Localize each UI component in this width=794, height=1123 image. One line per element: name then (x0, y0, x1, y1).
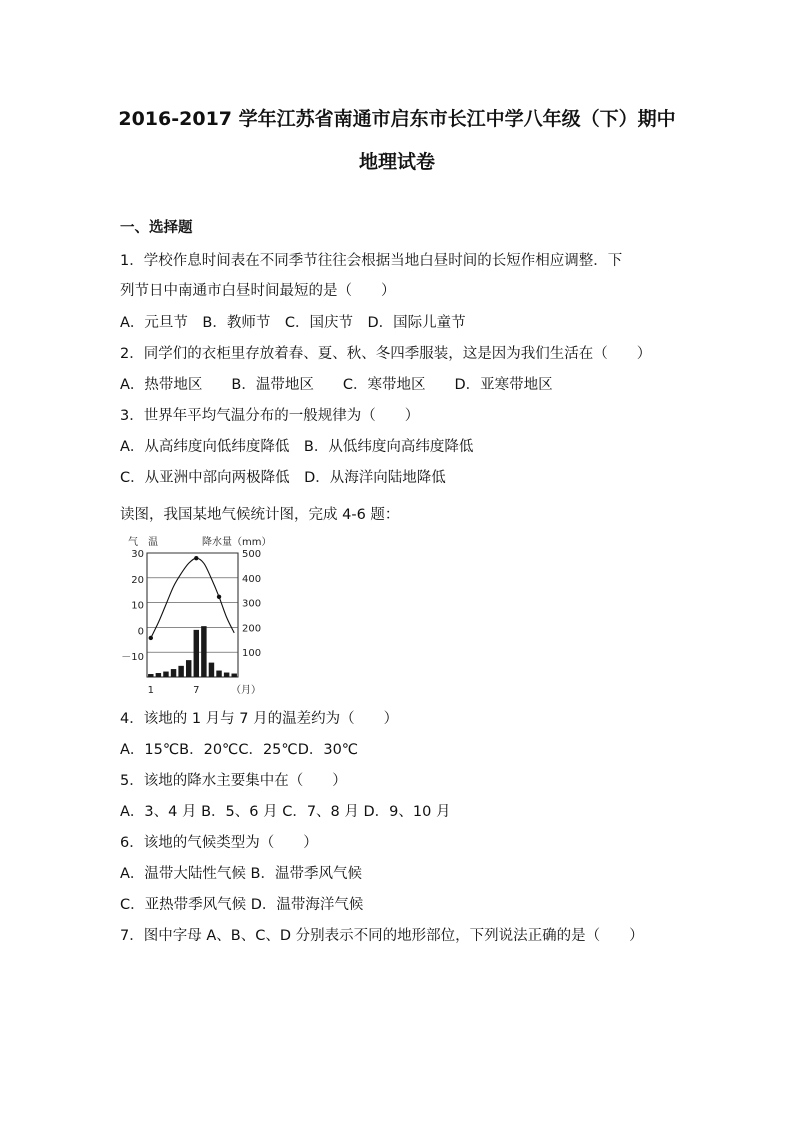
precip-bar-2 (156, 673, 161, 677)
q3-options-line1: A．从高纬度向低纬度降低 B．从低纬度向高纬度降低 (120, 439, 474, 455)
precip-tick-label: 500 (242, 549, 262, 560)
precip-tick-label: 100 (242, 648, 262, 660)
precipitation-axis-title: 降水量（mm） (202, 537, 272, 548)
temperature-point-7 (194, 556, 198, 560)
q1-stem-line2: 列节日中南通市白昼时间最短的是（ ） (120, 283, 396, 299)
section-heading: 一、选择题 (120, 220, 193, 236)
q3-stem: 3．世界年平均气温分布的一般规律为（ ） (120, 408, 420, 424)
precip-bar-11 (224, 673, 229, 677)
precipitation-bars (148, 626, 237, 677)
q6-stem: 6．该地的气候类型为（ ） (120, 835, 318, 851)
q4-stem: 4．该地的 1 月与 7 月的温差约为（ ） (120, 711, 399, 727)
paper-title-line1: 2016-2017 学年江苏省南通市启东市长江中学八年级（下）期中 (118, 108, 676, 130)
precip-bar-5 (178, 666, 183, 677)
chart-axes (147, 553, 238, 677)
precip-bar-1 (148, 674, 153, 677)
precip-bar-8 (201, 626, 206, 677)
q1-options: A．元旦节 B．教师节 C．国庆节 D．国际儿童节 (120, 315, 466, 331)
q5-stem: 5．该地的降水主要集中在（ ） (120, 773, 347, 789)
q6-options-line1: A．温带大陆性气候 B．温带季风气候 (120, 866, 362, 882)
precip-bar-3 (163, 672, 168, 677)
precip-tick-label: 300 (242, 598, 262, 610)
q2-options: A．热带地区 B．温带地区 C．寒带地区 D．亚寒带地区 (120, 377, 553, 393)
temperature-line (151, 558, 234, 638)
q6-options-line2: C．亚热带季风气候 D．温带海洋气候 (120, 897, 364, 913)
temp-tick-label: 0 (137, 626, 144, 638)
plot-frame (147, 553, 238, 677)
temperature-point-10 (217, 595, 221, 599)
q3-options-line2: C．从亚洲中部向两极降低 D．从海洋向陆地降低 (120, 470, 446, 486)
climate-chart (120, 533, 280, 701)
temperature-point-1 (149, 636, 153, 640)
q4-options: A．15℃B．20℃C．25℃D．30℃ (120, 742, 359, 758)
precip-bar-7 (194, 630, 199, 677)
precip-tick-label: 200 (242, 623, 262, 635)
precip-bar-6 (186, 660, 191, 677)
precip-bar-9 (209, 663, 214, 677)
chart-intro: 读图，我国某地气候统计图，完成 4-6 题： (120, 507, 400, 523)
temp-tick-label: 30 (131, 549, 144, 560)
q7-stem: 7．图中字母 A、B、C、D 分别表示不同的地形部位，下列说法正确的是（ ） (120, 928, 644, 944)
month-tick-label: 1 (147, 685, 154, 696)
month-unit-label: （月） (231, 685, 261, 696)
q5-options: A．3、4 月 B．5、6 月 C．7、8 月 D．9、10 月 (120, 804, 451, 820)
q1-stem-line1: 1．学校作息时间表在不同季节往往会根据当地白昼时间的长短作相应调整．下 (120, 253, 623, 269)
precip-bar-12 (231, 674, 236, 677)
precip-bar-4 (171, 669, 176, 677)
month-tick-label: 7 (193, 685, 200, 696)
precip-bar-10 (216, 671, 221, 677)
temp-tick-label: 10 (131, 600, 144, 612)
precip-tick-label: 400 (242, 573, 262, 585)
temp-tick-label: －10 (121, 652, 144, 663)
temp-tick-label: 20 (131, 574, 144, 586)
temperature-axis-title: 气 温 (128, 537, 158, 548)
q2-stem: 2．同学们的衣柜里存放着春、夏、秋、冬四季服装，这是因为我们生活在（ ） (120, 346, 652, 362)
paper-title-line2: 地理试卷 (358, 151, 435, 173)
